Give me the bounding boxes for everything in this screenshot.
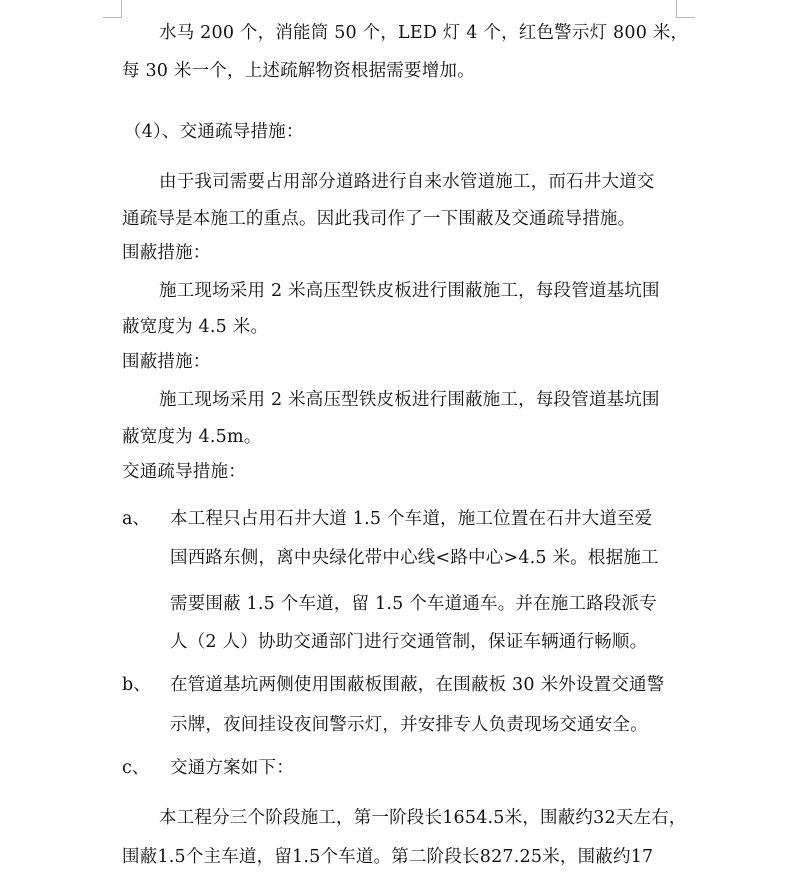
text-line: 水马 200 个，消能筒 50 个，LED 灯 4 个，红色警示灯 800 米， bbox=[159, 23, 689, 43]
text-line: 由于我司需要占用部分道路进行自来水管道施工，而石井大道交 bbox=[159, 172, 655, 192]
section-heading: （4）、交通疏导措施： bbox=[124, 122, 304, 142]
subheading: 围蔽措施： bbox=[122, 243, 211, 263]
text-line: 本工程分三个阶段施工，第一阶段长1654.5米，围蔽约32天左右， bbox=[159, 808, 687, 828]
text-line: 每 30 米一个，上述疏解物资根据需要增加。 bbox=[122, 61, 475, 81]
text-line: 施工现场采用 2 米高压型铁皮板进行围蔽施工，每段管道基坑围 bbox=[159, 390, 660, 410]
crop-mark-top-left bbox=[103, 17, 122, 18]
text-line: 蔽宽度为 4.5 米。 bbox=[122, 317, 269, 337]
list-item-text: 在管道基坑两侧使用围蔽板围蔽，在围蔽板 30 米外设置交通警 bbox=[170, 675, 665, 695]
crop-mark-top-right bbox=[676, 17, 695, 18]
crop-mark-top-left bbox=[121, 0, 122, 17]
list-item-text: 人（2 人）协助交通部门进行交通管制，保证车辆通行畅顺。 bbox=[170, 632, 648, 652]
list-item-text: 国西路东侧，离中央绿化带中心线<路中心>4.5 米。根据施工 bbox=[170, 548, 659, 568]
text-line: 通疏导是本施工的重点。因此我司作了一下围蔽及交通疏导措施。 bbox=[122, 209, 636, 229]
subheading: 交通疏导措施： bbox=[122, 462, 246, 482]
list-item-text: 交通方案如下： bbox=[170, 758, 294, 778]
list-marker: c、 bbox=[122, 758, 150, 778]
list-item-text: 示牌，夜间挂设夜间警示灯，并安排专人负责现场交通安全。 bbox=[170, 715, 648, 735]
text-line: 施工现场采用 2 米高压型铁皮板进行围蔽施工，每段管道基坑围 bbox=[159, 281, 660, 301]
subheading: 围蔽措施： bbox=[122, 352, 211, 372]
text-line: 蔽宽度为 4.5m。 bbox=[122, 427, 262, 447]
list-marker: a、 bbox=[122, 509, 150, 529]
text-line: 围蔽1.5个主车道，留1.5个车道。第二阶段长827.25米，围蔽约17 bbox=[122, 847, 654, 867]
list-item-text: 需要围蔽 1.5 个车道，留 1.5 个车道通车。并在施工路段派专 bbox=[170, 594, 658, 614]
list-marker: b、 bbox=[122, 675, 151, 695]
crop-mark-top-right bbox=[676, 0, 677, 17]
list-item-text: 本工程只占用石井大道 1.5 个车道，施工位置在石井大道至爱 bbox=[170, 509, 653, 529]
